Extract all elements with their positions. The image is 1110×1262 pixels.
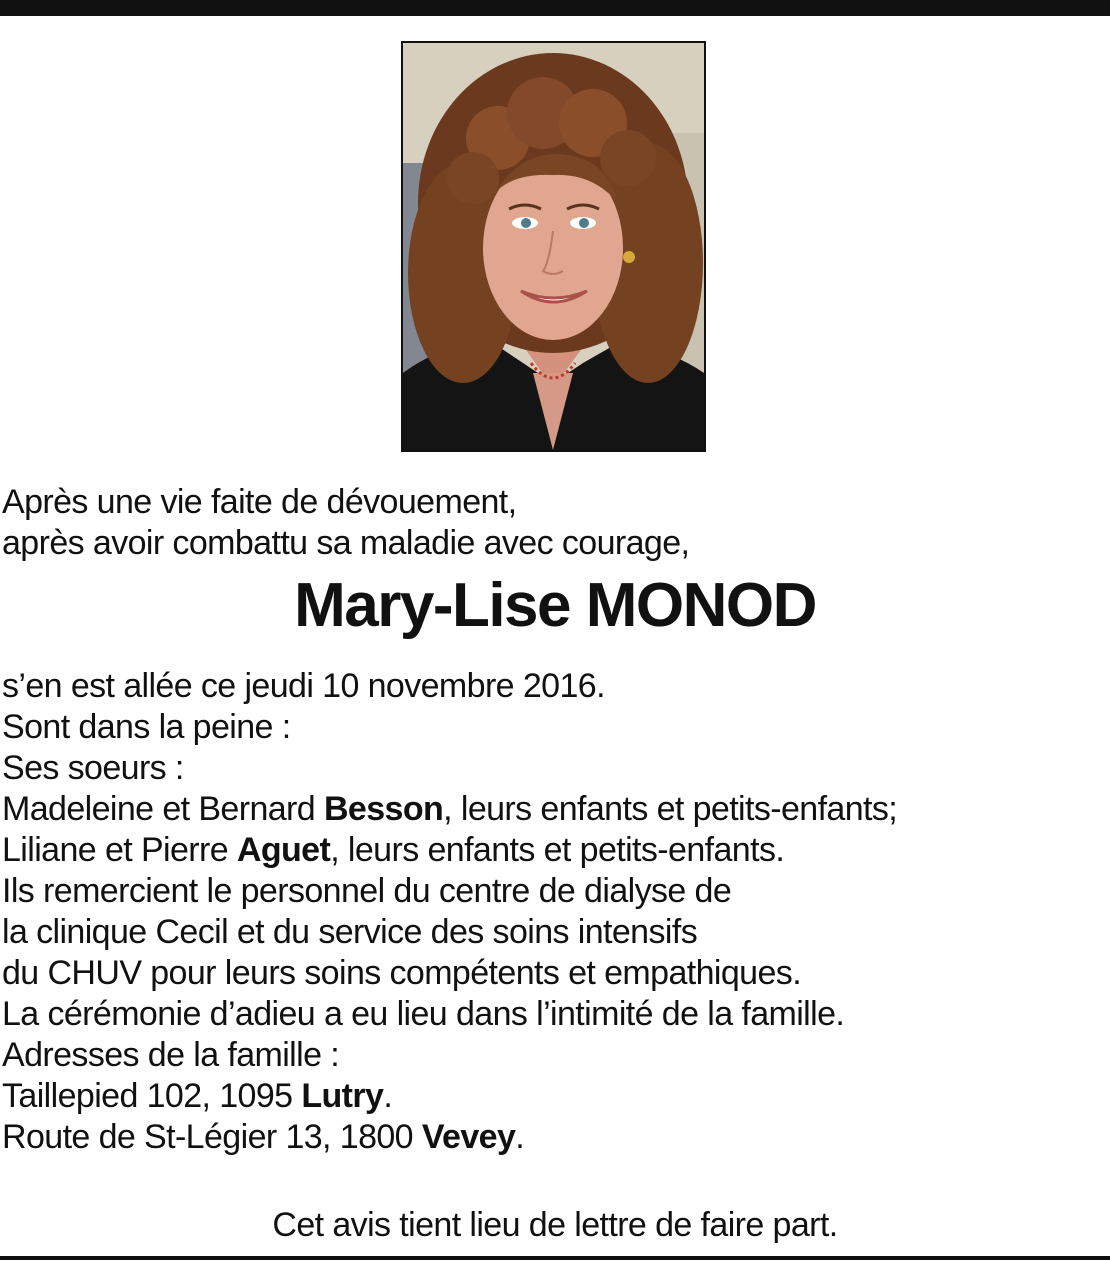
address-end: . [383, 1077, 393, 1115]
announcement-line-2: Sont dans la peine : [2, 708, 291, 746]
footer-note: Cet avis tient lieu de lettre de faire part. [272, 1206, 838, 1244]
portrait-photo [401, 41, 706, 452]
family-line-aguet [2, 833, 1102, 874]
thanks-line-1: Ils remercient le personnel du centre de dialyse de [2, 872, 732, 910]
intro-line-2: après avoir combattu sa maladie avec courage, [2, 524, 690, 562]
address-city: Vevey [421, 1118, 516, 1156]
announcement-line-1: s’en est allée ce jeudi 10 novembre 2016. [2, 667, 605, 705]
address-street: Taillepied 102, 1095 [2, 1077, 302, 1115]
portrait-illustration [403, 43, 704, 450]
thanks-line-2: la clinique Cecil et du service des soins intensifs [2, 913, 698, 951]
ceremony-line: La cérémonie d’adieu a eu lieu dans l’intimité de la famille. [2, 995, 845, 1033]
address-city: Lutry [301, 1077, 384, 1115]
announcement-line-3: Ses soeurs : [2, 749, 184, 787]
intro-line-1: Après une vie faite de dévouement, [2, 483, 517, 521]
deceased-name: Mary-Lise MONOD [294, 571, 816, 640]
address-lutry [2, 1079, 1102, 1120]
thanks-line-3: du CHUV pour leurs soins compétents et empathiques. [2, 954, 802, 992]
intro-text [2, 485, 1102, 567]
addresses-heading: Adresses de la famille : [2, 1036, 340, 1074]
family-surname: Aguet [236, 831, 331, 869]
family-surname: Besson [323, 790, 444, 828]
family-descendants: , leurs enfants et petits-enfants; [443, 790, 898, 828]
family-descendants: , leurs enfants et petits-enfants. [330, 831, 785, 869]
family-line-besson [2, 792, 1102, 833]
address-end: . [515, 1118, 525, 1156]
family-names: Liliane et Pierre [2, 831, 237, 869]
bottom-border-rule [0, 1256, 1110, 1260]
announcement-body [2, 669, 1102, 1161]
top-border-rule [0, 0, 1110, 16]
address-street: Route de St-Légier 13, 1800 [2, 1118, 422, 1156]
address-vevey [2, 1120, 1102, 1161]
family-names: Madeleine et Bernard [2, 790, 324, 828]
